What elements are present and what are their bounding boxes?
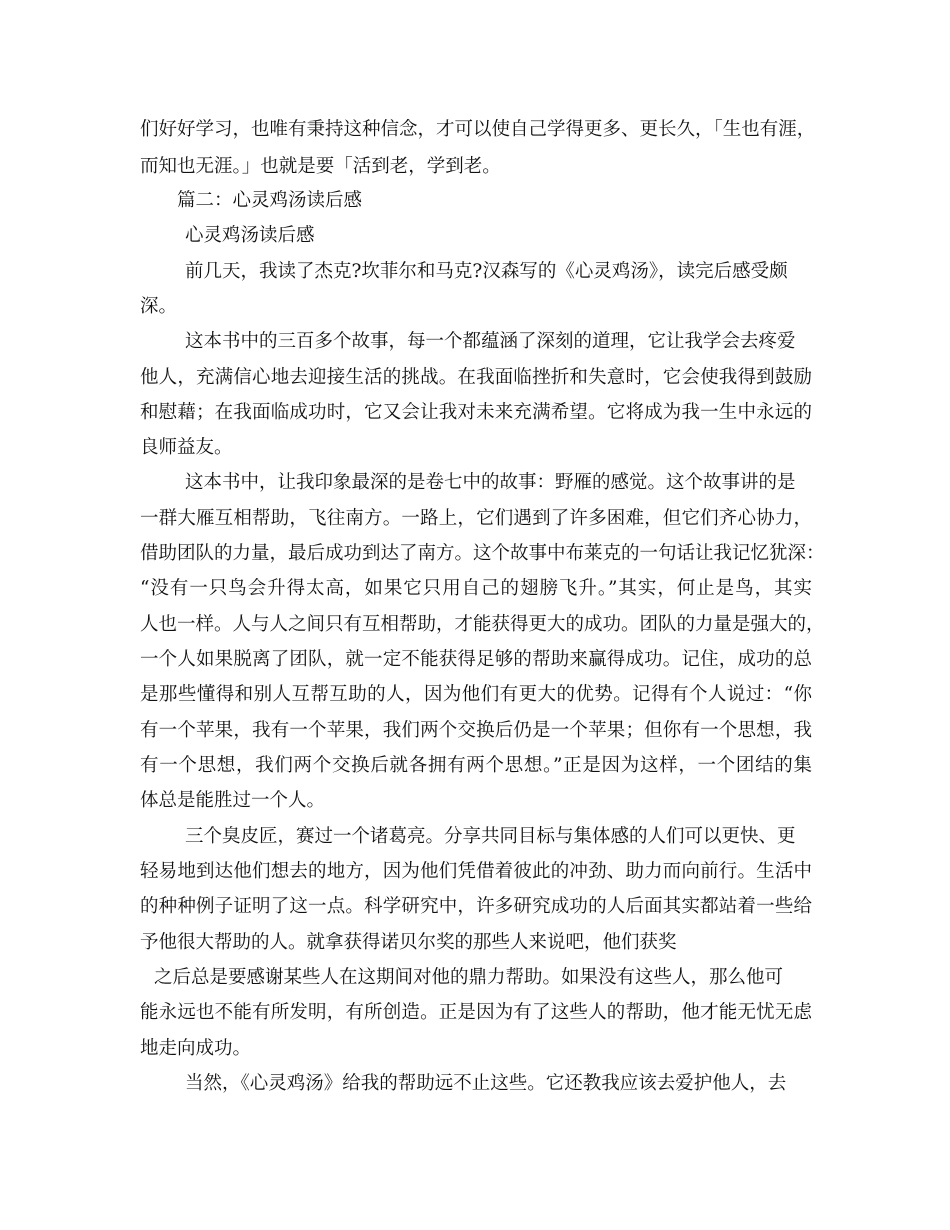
text-line: 良师益友。 [140, 437, 233, 458]
text-line: 有一个苹果，我有一个苹果，我们两个交换后仍是一个苹果；但你有一个思想，我 [140, 720, 812, 741]
text-line: 们好好学习，也唯有秉持这种信念，才可以使自己学得更多、更长久，「生也有涯， [140, 119, 816, 140]
text-line: 轻易地到达他们想去的地方，因为他们凭借着彼此的冲劲、助力而向前行。生活中 [140, 861, 812, 882]
text-line: 的种种例子证明了这一点。科学研究中，许多研究成功的人后面其实都站着一些给 [140, 896, 812, 917]
text-line: 和慰藉；在我面临成功时，它又会让我对未来充满希望。它将成为我一生中永远的 [140, 402, 812, 423]
text-line: “没有一只鸟会升得太高，如果它只用自己的翅膀飞升。”其实，何止是鸟，其实 [140, 578, 812, 599]
text-line: 有一个思想，我们两个交换后就各拥有两个思想。”正是因为这样，一个团结的集 [140, 755, 812, 776]
text-line: 三个臭皮匠，赛过一个诸葛亮。分享共同目标与集体感的人们可以更快、更 [185, 826, 796, 847]
text-line: 他人，充满信心地去迎接生活的挑战。在我面临挫折和失意时，它会使我得到鼓励 [140, 367, 812, 388]
article-title: 心灵鸡汤读后感 [185, 225, 315, 246]
text-line: 人也一样。人与人之间只有互相帮助，才能获得更大的成功。团队的力量是强大的， [140, 614, 825, 635]
text-line: 能永远也不能有所发明，有所创造。正是因为有了这些人的帮助，他才能无忧无虑 [140, 1002, 812, 1023]
text-line: 这本书中的三百多个故事，每一个都蕴涵了深刻的道理，它让我学会去疼爱 [185, 331, 796, 352]
text-line: 深。 [140, 296, 178, 317]
text-line: 前几天，我读了杰克?坎菲尔和马克?汉森写的《心灵鸡汤》，读完后感受颇 [185, 261, 788, 282]
text-line: 当然，《心灵鸡汤》给我的帮助远不止这些。它还教我应该去爱护他人，去 [185, 1073, 787, 1094]
text-line: 地走向成功。 [140, 1038, 252, 1059]
text-line: 借助团队的力量，最后成功到达了南方。这个故事中布莱克的一句话让我记忆犹深： [140, 543, 825, 564]
text-line: 一个人如果脱离了团队，就一定不能获得足够的帮助来赢得成功。记住，成功的总 [140, 649, 812, 670]
text-line: 予他很大帮助的人。就拿获得诺贝尔奖的那些人来说吧，他们获奖 [140, 932, 677, 953]
section-heading: 篇二：心灵鸡汤读后感 [177, 190, 363, 211]
text-line: 这本书中，让我印象最深的是卷七中的故事：野雁的感觉。这个故事讲的是 [185, 472, 796, 493]
text-line: 体总是能胜过一个人。 [140, 790, 326, 811]
text-line: 之后总是要感谢某些人在这期间对他的鼎力帮助。如果没有这些人，那么他可 [154, 967, 784, 988]
text-line: 而知也无涯。」也就是要「活到老，学到老。 [140, 156, 501, 177]
text-line: 一群大雁互相帮助，飞往南方。一路上，它们遇到了许多困难，但它们齐心协力， [140, 508, 812, 529]
text-line: 是那些懂得和别人互帮互助的人，因为他们有更大的优势。记得有个人说过：“你 [140, 684, 812, 705]
